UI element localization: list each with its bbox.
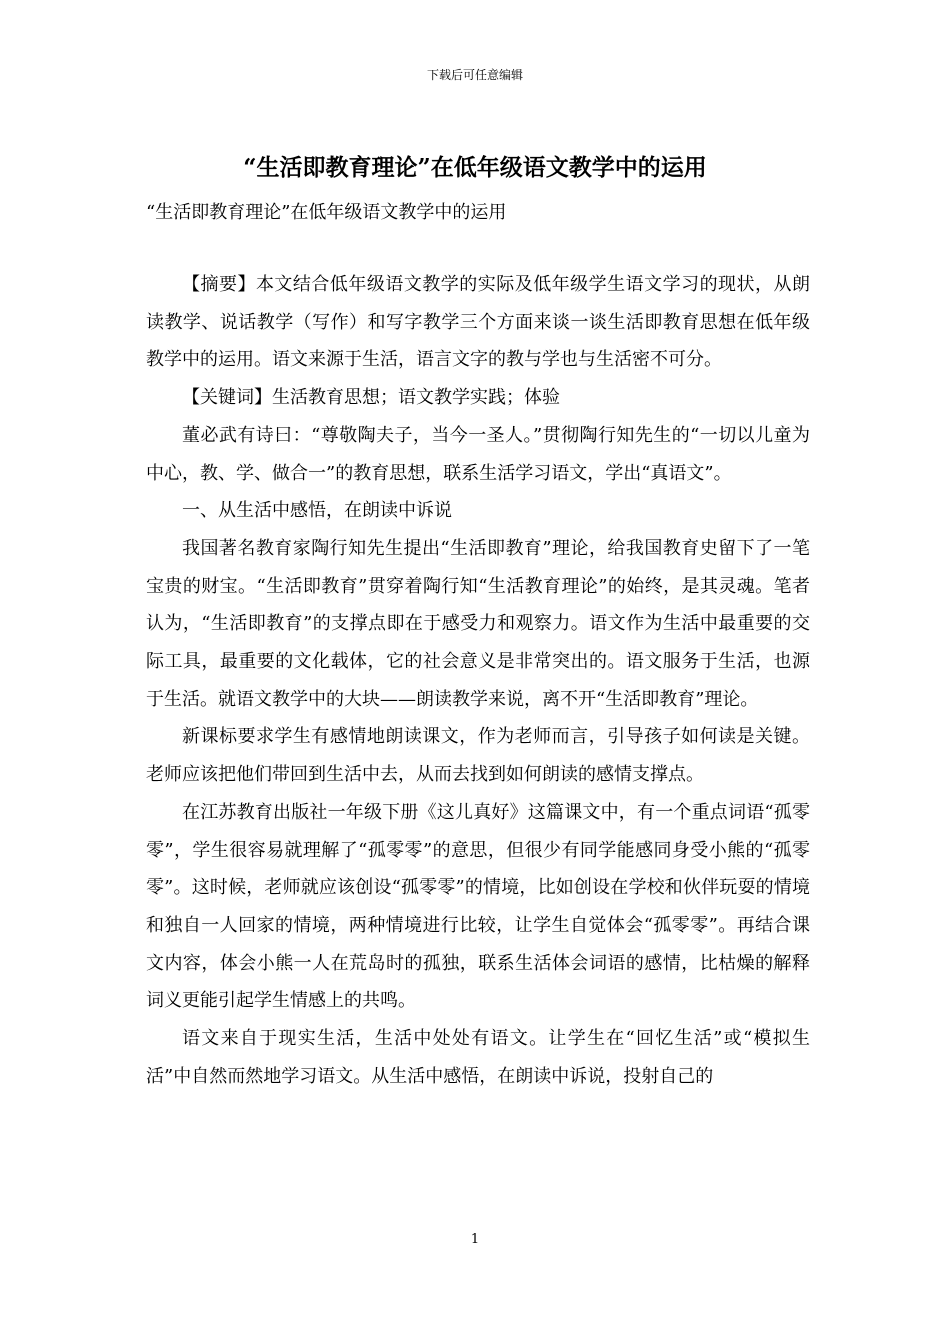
document-subtitle: “生活即教育理论”在低年级语文教学中的运用	[146, 202, 507, 223]
body-paragraph: 我国著名教育家陶行知先生提出“生活即教育”理论，给我国教育史留下了一笔宝贵的财宝。“生活即教育”贯穿着陶行知“生活教育理论”的始终，是其灵魂。笔者认为，“生活即教育”的支撑点即在于感受力和观察力。语文作为生活中最重要的交际工具，最重要的文化载体，它的社会意义是非常突出的。语文服务于生活，也源于生活。就语文教学中的大块——朗读教学来说，离不开“生活即教育”理论。	[146, 537, 810, 710]
abstract-paragraph: 【摘要】本文结合低年级语文教学的实际及低年级学生语文学习的现状，从朗读教学、说话教学（写作）和写字教学三个方面来谈一谈生活即教育思想在低年级教学中的运用。语文来源于生活，语言文字的教与学也与生活密不可分。	[146, 274, 810, 371]
body-paragraph: 在江苏教育出版社一年级下册《这儿真好》这篇课文中，有一个重点词语“孤零零”，学生很容易就理解了“孤零零”的意思，但很少有同学能感同身受小熊的“孤零零”。这时候，老师就应该创设“孤零零”的情境，比如创设在学校和伙伴玩耍的情境和独自一人回家的情境，两种情境进行比较，让学生自觉体会“孤零零”。再结合课文内容，体会小熊一人在荒岛时的孤独，联系生活体会词语的感情，比枯燥的解释词义更能引起学生情感上的共鸣。	[146, 801, 810, 1012]
section-heading: 一、从生活中感悟，在朗读中诉说	[182, 500, 452, 522]
body-paragraph: 语文来自于现实生活，生活中处处有语文。让学生在“回忆生活”或“模拟生活”中自然而然地学习语文。从生活中感悟，在朗读中诉说，投射自己的	[146, 1028, 810, 1087]
page-header-note: 下载后可任意编辑	[426, 68, 523, 82]
body-paragraph: 新课标要求学生有感情地朗读课文，作为老师而言，引导孩子如何读是关键。老师应该把他们带回到生活中去，从而去找到如何朗读的感情支撑点。	[146, 726, 810, 786]
document-body	[146, 266, 810, 1095]
page-number: 1	[470, 1232, 480, 1247]
body-paragraph: 董必武有诗曰：“尊敬陶夫子，当今一圣人。”贯彻陶行知先生的“一切以儿童为中心，教、学、做合一”的教育思想，联系生活学习语文，学出“真语文”。	[146, 424, 810, 484]
keywords-paragraph: 【关键词】生活教育思想；语文教学实践；体验	[182, 387, 560, 409]
document-title: “生活即教育理论”在低年级语文教学中的运用	[243, 154, 707, 181]
